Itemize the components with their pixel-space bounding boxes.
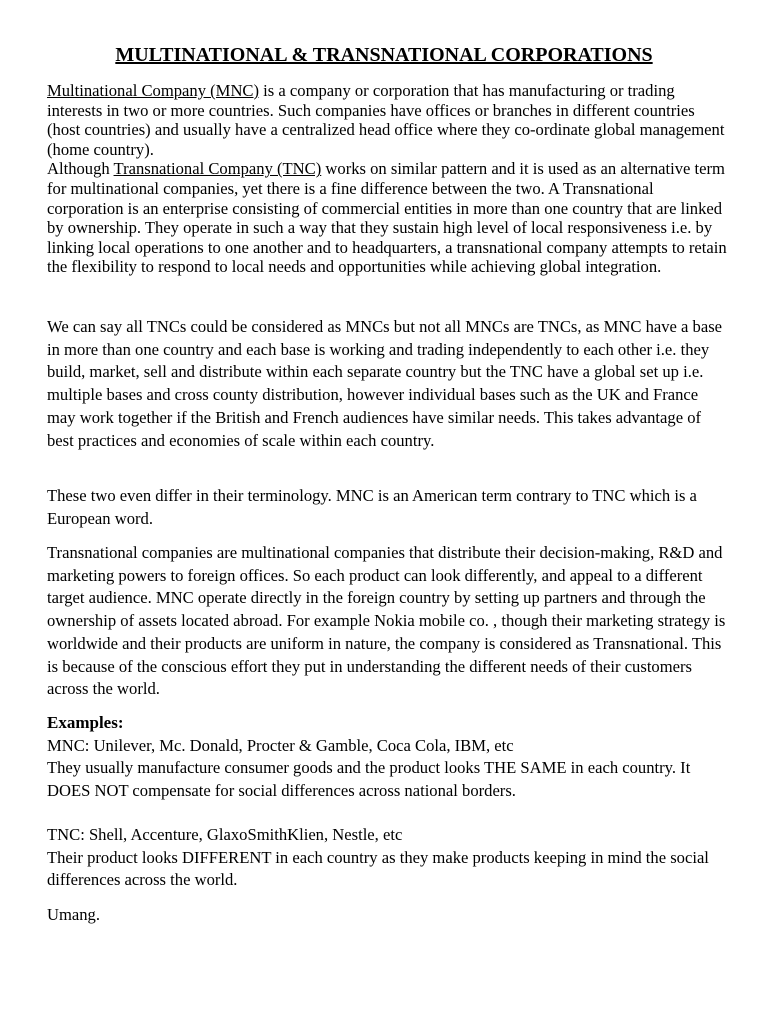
signature: Umang. bbox=[47, 905, 100, 924]
paragraph-terminology: These two even differ in their terminology. MNC is an American term contrary to TNC which is a European word. bbox=[47, 486, 697, 528]
tnc-examples: TNC: Shell, Accenture, GlaxoSmithKlien, Nestle, etc bbox=[47, 825, 403, 844]
mnc-examples: MNC: Unilever, Mc. Donald, Procter & Gamble, Coca Cola, IBM, etc bbox=[47, 735, 514, 755]
paragraph-tnc-vs-mnc: We can say all TNCs could be considered as MNCs but not all MNCs are TNCs, as MNC have a base in more than one country and each base is working and trading independently to each other i.e. they build, market, sell and distribute within each separate country but the TNC have a global set up i.e. multiple bases and cross county distribution, however individual bases such as the UK and France may work together if the British and French audiences have similar needs. This takes advantage of best practices and economies of scale within each country. bbox=[47, 317, 723, 450]
document-title: MULTINATIONAL & TRANSNATIONAL CORPORATIONS bbox=[115, 44, 653, 66]
tnc-examples-desc: Their product looks DIFFERENT in each country as they make products keeping in mind the social differences across the world. bbox=[47, 847, 709, 890]
examples-heading: Examples: bbox=[47, 713, 124, 732]
transnational-paragraph bbox=[47, 542, 727, 701]
tnc-examples-section bbox=[47, 824, 727, 892]
terminology-paragraph bbox=[47, 485, 727, 530]
tnc-lead: Although bbox=[47, 159, 114, 179]
tnc-definition: works on similar pattern and it is used as an alternative term for multinational companies, yet there is a fine difference between the two. A Transnational corporation is an enterprise consisting of commercial entities in more than one country that are linked by ownership. They operate in such a way that they sustain high level of local responsiveness i.e. by linking local operations to one another and to headquarters, a transnational company attempts to retain the flexibility to respond to local needs and opportunities while achieving global integration. bbox=[47, 159, 727, 277]
comparison-paragraph bbox=[47, 316, 727, 452]
tnc-term: Transnational Company (TNC) bbox=[113, 159, 322, 179]
mnc-definition: is a company or corporation that has manufacturing or trading interests in two or more countries. Such companies have offices or branches in different countries (host countries) and usually have a centralized head office where they co-ordinate global management (home country). bbox=[47, 81, 725, 159]
mnc-term: Multinational Company (MNC) bbox=[47, 81, 260, 100]
mnc-examples-desc: They usually manufacture consumer goods and the product looks THE SAME in each country. It DOES NOT compensate for social differences across national borders. bbox=[47, 758, 691, 801]
intro-paragraph bbox=[47, 81, 727, 277]
paragraph-transnational: Transnational companies are multinational companies that distribute their decision-making, R&D and marketing powers to foreign offices. So each product can look differently, and appeal to a different target audience. MNC operate directly in the foreign country by setting up partners and through the ownership of assets located abroad. For example Nokia mobile co. , though their marketing strategy is worldwide and their products are uniform in nature, the company is considered as Transnational. This is because of the conscious effort they put in understanding the different needs of their customers across the world. bbox=[47, 543, 726, 699]
examples-section bbox=[47, 712, 727, 803]
